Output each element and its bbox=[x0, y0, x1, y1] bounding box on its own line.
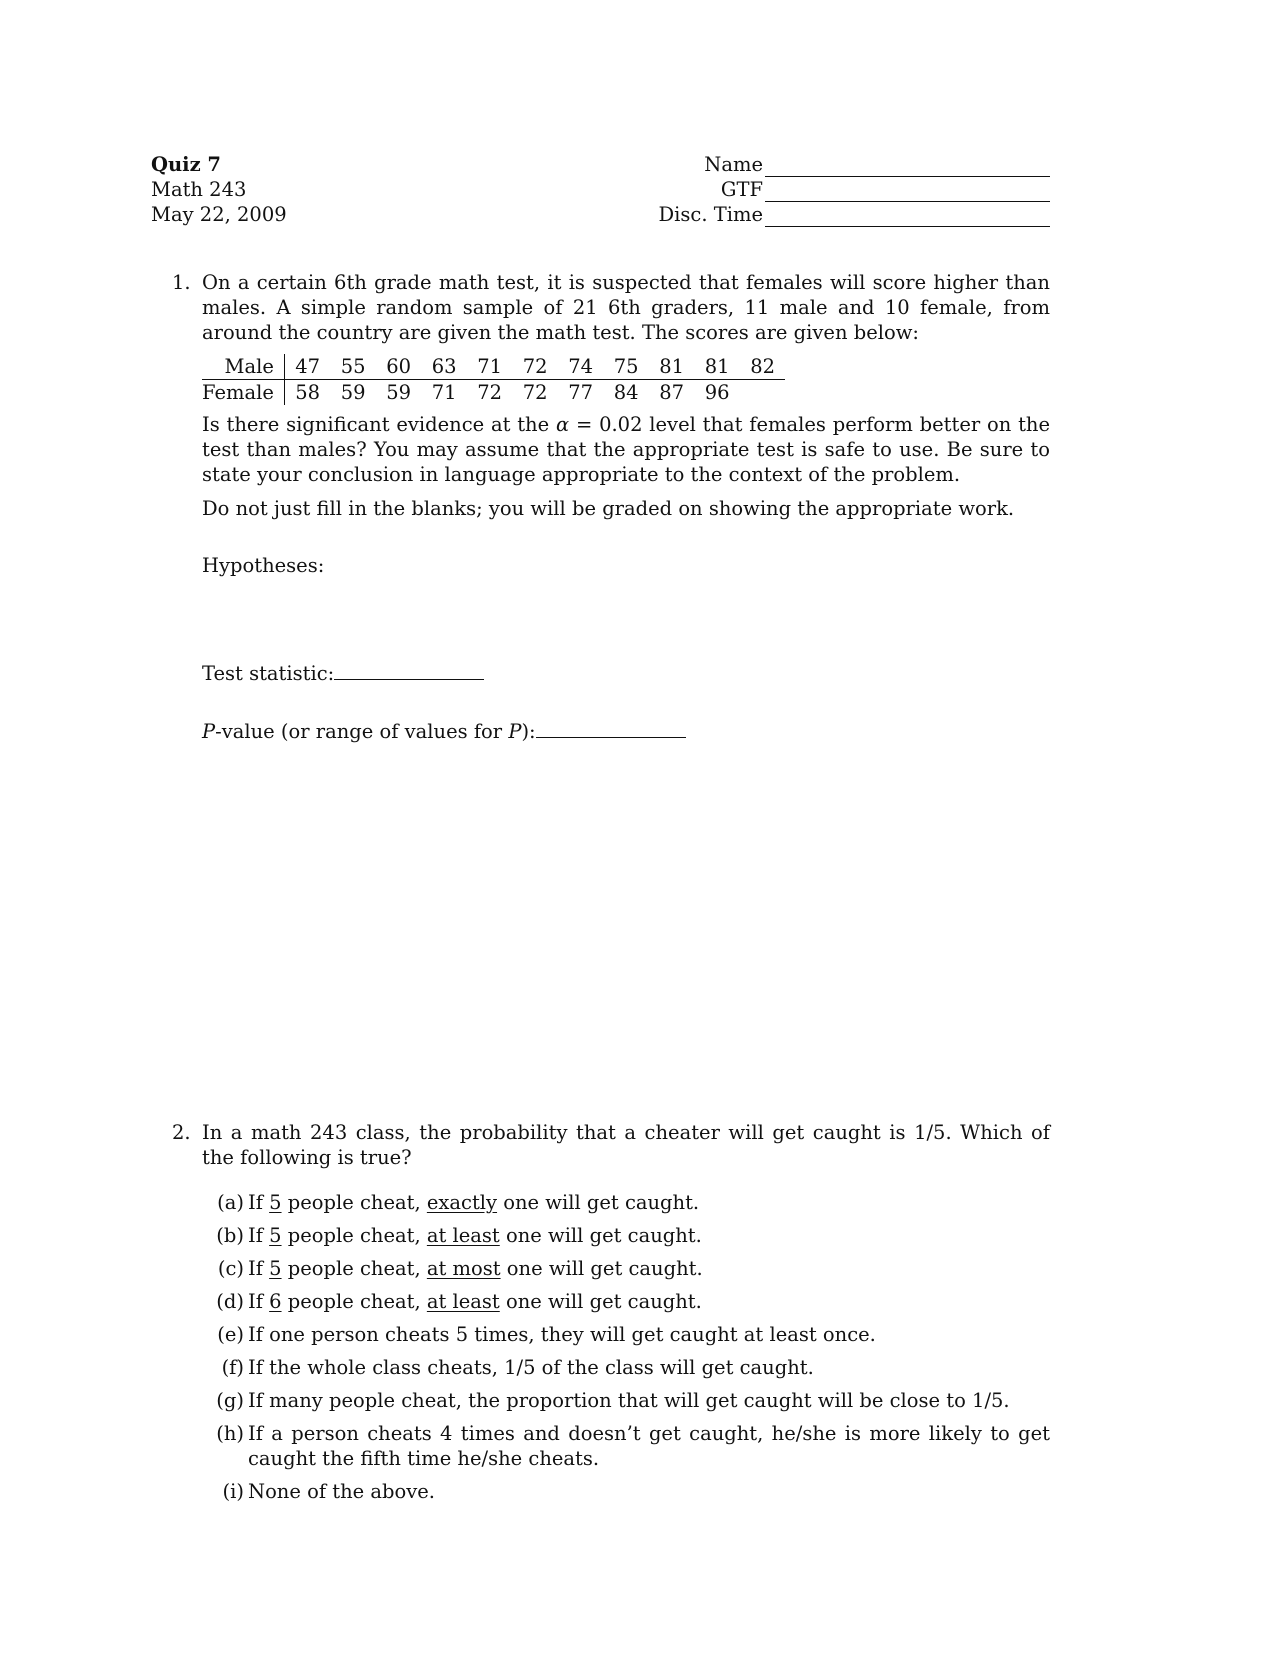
female-score: 72 bbox=[477, 381, 503, 404]
q1-instruction: Do not just fill in the blanks; you will be graded on showing the appropriate work. bbox=[202, 497, 1015, 520]
scores-table bbox=[202, 354, 785, 405]
male-label: Male bbox=[202, 354, 284, 380]
male-score: 71 bbox=[467, 354, 513, 380]
option-tag: (b) bbox=[216, 1224, 244, 1247]
option-text: If many people cheat, the proportion that will get caught will be close to 1/5. bbox=[248, 1389, 1010, 1412]
option-tag: (e) bbox=[217, 1323, 244, 1346]
male-score: 63 bbox=[421, 354, 467, 380]
p-symbol: P bbox=[202, 720, 216, 743]
male-score: 74 bbox=[558, 354, 604, 380]
quiz-title: Quiz 7 bbox=[151, 153, 222, 176]
q2-number: 2. bbox=[172, 1121, 191, 1144]
option-tag: (i) bbox=[222, 1480, 244, 1503]
male-score: 75 bbox=[603, 354, 649, 380]
disc-time-blank[interactable] bbox=[765, 208, 1050, 227]
gtf-label: GTF bbox=[720, 178, 763, 201]
p-value-field[interactable] bbox=[202, 719, 1050, 744]
p-value-blank[interactable] bbox=[536, 719, 686, 738]
p-value-label: -value (or range of values for bbox=[215, 720, 509, 743]
male-score: 81 bbox=[694, 354, 740, 380]
option-tag: (a) bbox=[217, 1191, 244, 1214]
male-score: 81 bbox=[649, 354, 695, 380]
test-statistic-blank[interactable] bbox=[334, 661, 484, 680]
option-text: If the whole class cheats, 1/5 of the class will get caught. bbox=[248, 1356, 814, 1379]
option-tag: (c) bbox=[217, 1257, 244, 1280]
course-name: Math 243 bbox=[151, 178, 247, 201]
alpha-symbol: α bbox=[555, 413, 570, 436]
option-text: If 6 people cheat, at least one will get caught. bbox=[248, 1290, 702, 1313]
female-score: 96 bbox=[704, 381, 730, 404]
option-tag: (f) bbox=[221, 1356, 244, 1379]
quiz-date: May 22, 2009 bbox=[151, 203, 287, 226]
option-text: None of the above. bbox=[248, 1480, 435, 1503]
option-tag: (h) bbox=[216, 1422, 244, 1445]
male-score: 60 bbox=[376, 354, 422, 380]
male-score: 82 bbox=[740, 354, 786, 380]
gtf-field[interactable] bbox=[640, 177, 1050, 202]
female-score: 58 bbox=[295, 381, 321, 404]
q1-question-post: = 0.02 level that females perform better on the test than males? You may assume that the appropriate test is safe to use. Be sure to state your conclusion in language appropriate to the context of the problem. bbox=[202, 413, 1051, 486]
q1-number: 1. bbox=[172, 271, 191, 294]
q1-question bbox=[202, 412, 1050, 487]
disc-time-field[interactable] bbox=[640, 202, 1050, 227]
hypotheses-label: Hypotheses: bbox=[202, 554, 325, 577]
female-row bbox=[202, 380, 785, 406]
male-row bbox=[202, 354, 785, 380]
student-info-fields bbox=[640, 152, 1050, 227]
male-score: 55 bbox=[330, 354, 376, 380]
test-statistic-field[interactable] bbox=[202, 661, 1050, 686]
q1-question-pre: Is there significant evidence at the bbox=[202, 413, 550, 436]
option-tag: (d) bbox=[216, 1290, 244, 1313]
female-score: 59 bbox=[386, 381, 412, 404]
q1-intro: On a certain 6th grade math test, it is suspected that females will score higher than males. A simple random sample of 21 6th graders, 11 male and 10 female, from around the country are given the math test. The scores are given below: bbox=[202, 271, 1050, 344]
option-text: If a person cheats 4 times and doesn’t get caught, he/she is more likely to get caught the fifth time he/she cheats. bbox=[248, 1422, 1050, 1470]
female-label: Female bbox=[202, 380, 284, 406]
female-score: 72 bbox=[522, 381, 548, 404]
male-score: 47 bbox=[284, 354, 330, 380]
quiz-info bbox=[151, 152, 287, 227]
option-text: If 5 people cheat, exactly one will get caught. bbox=[248, 1191, 700, 1214]
option-text: If 5 people cheat, at least one will get caught. bbox=[248, 1224, 702, 1247]
option-tag: (g) bbox=[216, 1389, 244, 1412]
p-value-label-end: ): bbox=[521, 720, 536, 743]
name-blank[interactable] bbox=[765, 158, 1050, 177]
disc-time-label: Disc. Time bbox=[658, 203, 763, 226]
female-score: 84 bbox=[613, 381, 639, 404]
female-score: 71 bbox=[431, 381, 457, 404]
female-score: 77 bbox=[568, 381, 594, 404]
q2-intro: In a math 243 class, the probability that a cheater will get caught is 1/5. Which of the following is true? bbox=[202, 1121, 1050, 1169]
p-symbol: P bbox=[508, 720, 522, 743]
gtf-blank[interactable] bbox=[765, 183, 1050, 202]
name-field[interactable] bbox=[640, 152, 1050, 177]
option-text: If 5 people cheat, at most one will get caught. bbox=[248, 1257, 703, 1280]
name-label: Name bbox=[704, 153, 763, 176]
test-statistic-label: Test statistic: bbox=[202, 662, 335, 685]
option-text: If one person cheats 5 times, they will get caught at least once. bbox=[248, 1323, 876, 1346]
female-score: 87 bbox=[659, 381, 685, 404]
female-score: 59 bbox=[340, 381, 366, 404]
male-score: 72 bbox=[512, 354, 558, 380]
